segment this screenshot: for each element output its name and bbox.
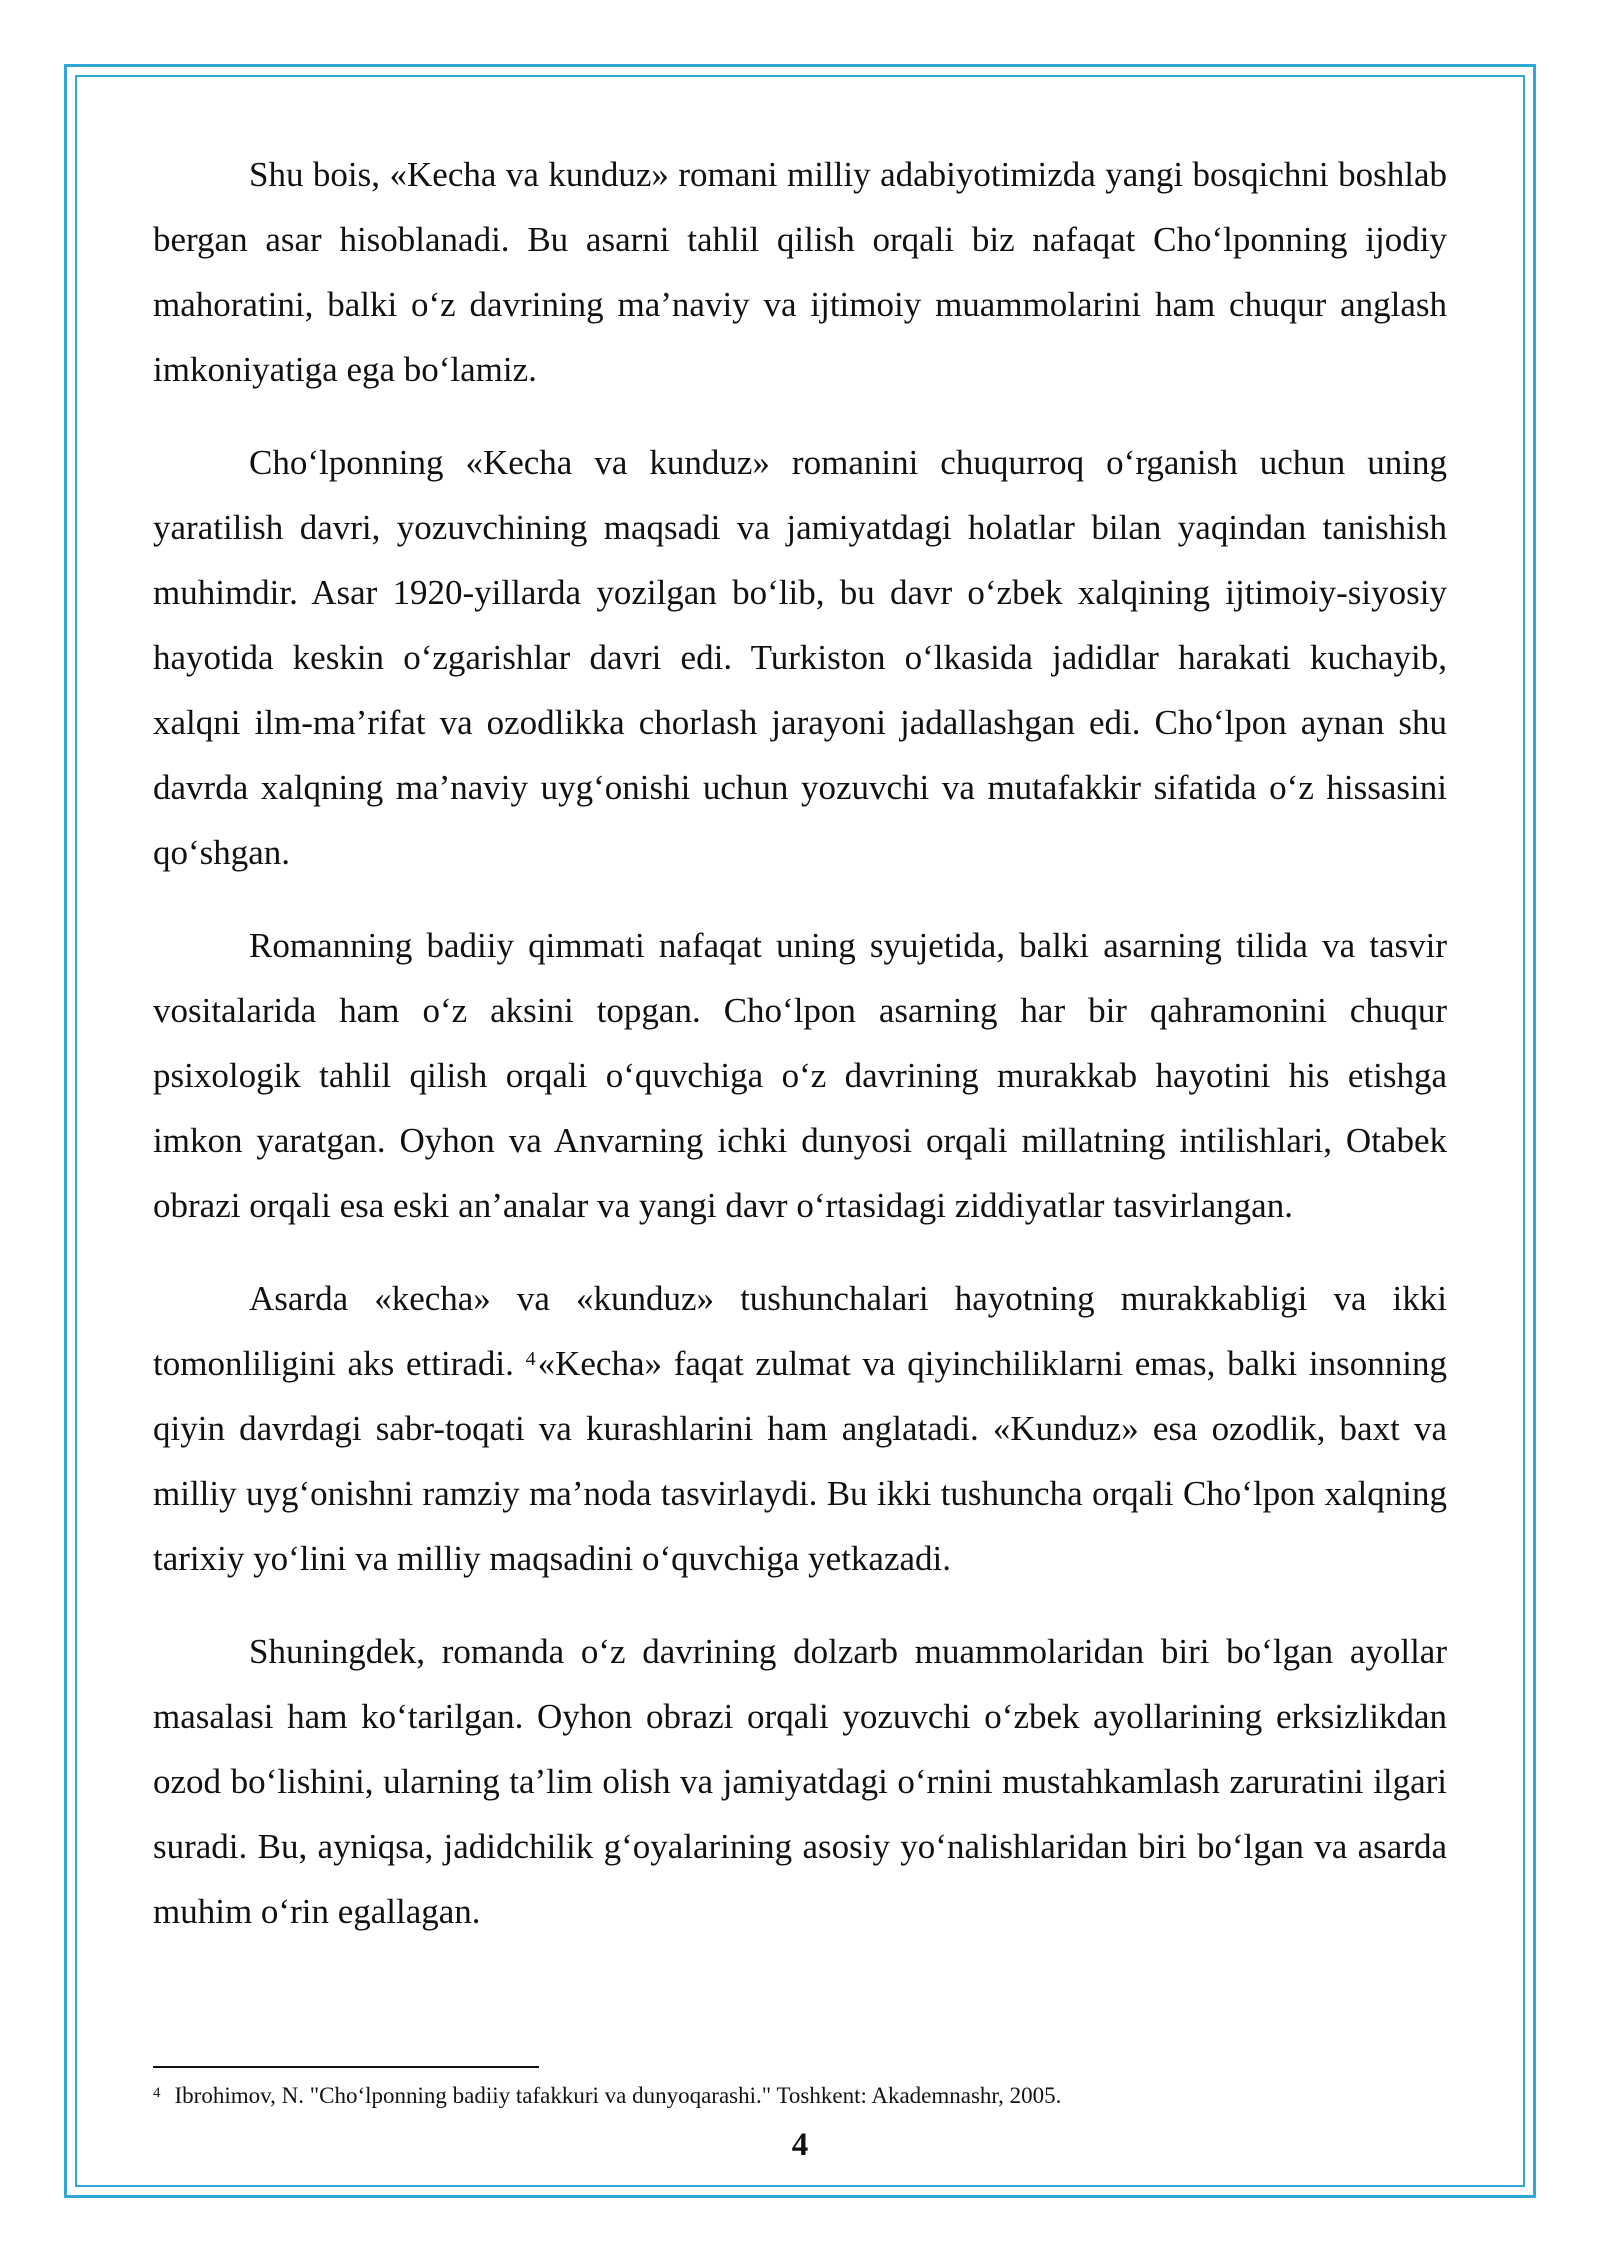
paragraph-2: Cho‘lponning «Kecha va kunduz» romanini chuqurroq o‘rganish uchun uning yaratilish davri, yozuvchining maqsadi va jamiyatdagi holatlar bilan yaqindan tanishish muhimdir. Asar 1920-yillarda yozilgan bo‘lib, bu davr o‘zbek xalqining ijtimoiy-siyosiy hayotida keskin o‘zgarishlar davri edi. Turkiston o‘lkasida jadidlar harakati kuchayib, xalqni ilm-ma’rifat va ozodlikka chorlash jarayoni jadallashgan edi. Cho‘lpon aynan shu davrda xalqning ma’naviy uyg‘onishi uchun yozuvchi va mutafakkir sifatida o‘z hissasini qo‘shgan. xyxy=(153,443,1447,872)
footnote-mark: 4 xyxy=(153,2085,161,2101)
footnote-separator xyxy=(153,2066,539,2068)
paragraph-5: Shuningdek, romanda o‘z davrining dolzarb muammolaridan biri bo‘lgan ayollar masalasi ham ko‘tarilgan. Oyhon obrazi orqali yozuvchi o‘zbek ayollarining erksizlikdan ozod bo‘lishini, ularning ta’lim olish va jamiyatdagi o‘rnini mustahkamlash zaruratini ilgari suradi. Bu, ayniqsa, jadidchilik g‘oyalarining asosiy yo‘nalishlaridan biri bo‘lgan va asarda muhim o‘rin egallagan. xyxy=(153,1632,1447,1931)
page-number: 4 xyxy=(791,2127,809,2163)
footnote-reference[interactable]: 4 xyxy=(525,1348,536,1370)
paragraph-1: Shu bois, «Kecha va kunduz» romani milliy adabiyotimizda yangi bosqichni boshlab bergan asar hisoblanadi. Bu asarni tahlil qilish orqali biz nafaqat Cho‘lponning ijodiy mahoratini, balki o‘z davrining ma’naviy va ijtimoiy muammolarini ham chuqur anglash imkoniyatiga ega bo‘lamiz. xyxy=(153,155,1447,389)
paragraph-4 xyxy=(153,1266,1447,1591)
paragraph-4-text-after: «Kecha» faqat zulmat va qiyinchiliklarni emas, balki insonning qiyin davrdagi sabr-toqati va kurashlarini ham anglatadi. «Kunduz» esa ozodlik, baxt va milliy uyg‘onishni ramziy ma’noda tasvirlaydi. Bu ikki tushuncha orqali Cho‘lpon xalqning tarixiy yo‘lini va milliy maqsadini o‘quvchiga yetkazadi. xyxy=(153,1344,1447,1578)
document-body xyxy=(153,142,1447,1944)
footnote-text: Ibrohimov, N. "Cho‘lponning badiiy tafakkuri va dunyoqarashi." Toshkent: Akademnashr, 2005. xyxy=(174,2083,1062,2108)
footnote xyxy=(153,2081,1447,2111)
paragraph-4-text-before: Asarda «kecha» va «kunduz» tushunchalari hayotning murakkabligi va ikki tomonliligini aks ettiradi. xyxy=(153,1279,1447,1383)
paragraph-3: Romanning badiiy qimmati nafaqat uning syujetida, balki asarning tilida va tasvir vositalarida ham o‘z aksini topgan. Cho‘lpon asarning har bir qahramonini chuqur psixologik tahlil qilish orqali o‘quvchiga o‘z davrining murakkab hayotini his etishga imkon yaratgan. Oyhon va Anvarning ichki dunyosi orqali millatning intilishlari, Otabek obrazi orqali esa eski an’analar va yangi davr o‘rtasidagi ziddiyatlar tasvirlangan. xyxy=(153,926,1447,1225)
